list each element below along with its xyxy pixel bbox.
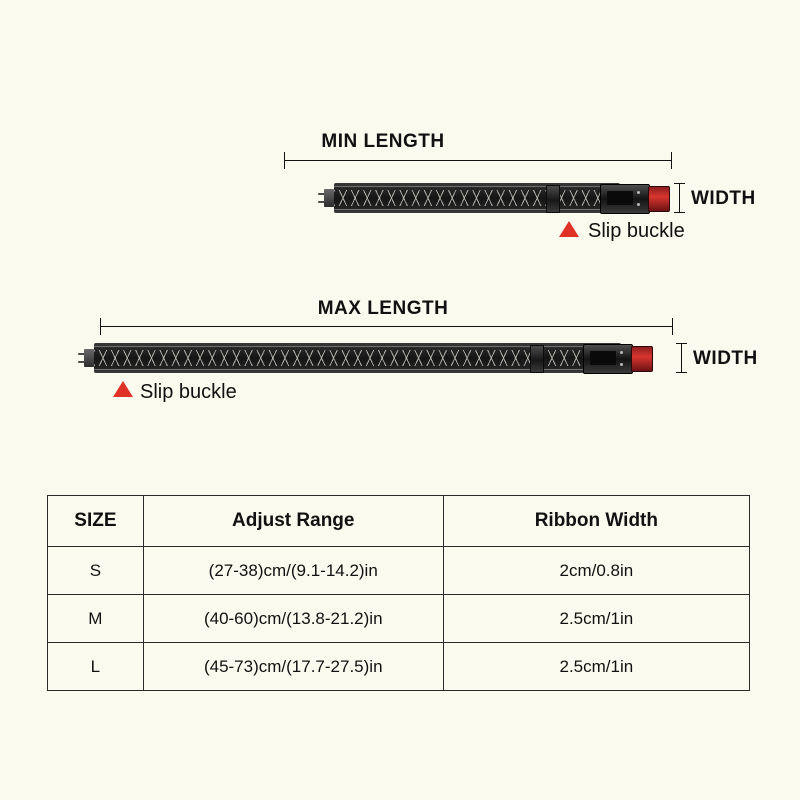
cell-size: S [48, 547, 144, 595]
width-bracket-min-top [674, 183, 685, 184]
metal-tip [84, 349, 94, 367]
cell-size: L [48, 643, 144, 691]
collar-max-length [78, 343, 674, 373]
max-length-cap-right [672, 318, 673, 335]
slip-buckle-keeper [530, 345, 544, 373]
width-bracket-max-bottom [676, 372, 687, 373]
width-bracket-max-vertical [681, 343, 682, 373]
size-table [47, 495, 750, 691]
cell-adjust-range: (40-60)cm/(13.8-21.2)in [143, 595, 443, 643]
buckle-body [583, 344, 633, 374]
cell-ribbon-width: 2.5cm/1in [443, 595, 749, 643]
buckle-release-red [631, 346, 653, 372]
buckle-dot-icon [637, 203, 640, 206]
strap-edge-top [334, 186, 620, 187]
min-length-title: MIN LENGTH [321, 131, 445, 152]
buckle-slot [607, 191, 633, 205]
buckle-dot-icon [637, 191, 640, 194]
max-length-dimension-line [100, 326, 673, 327]
table-header-row [48, 496, 750, 547]
reflective-pattern [334, 190, 620, 207]
table-row [48, 547, 750, 595]
buckle-slot [590, 351, 616, 365]
table-row [48, 595, 750, 643]
cell-ribbon-width: 2.5cm/1in [443, 643, 749, 691]
strap-edge-bottom [334, 209, 620, 210]
width-bracket-min-bottom [674, 212, 685, 213]
metal-tip [324, 189, 334, 207]
min-length-cap-left [284, 152, 285, 169]
min-length-cap-right [671, 152, 672, 169]
slip-buckle-label-min: Slip buckle [588, 220, 685, 242]
buckle-dot-icon [620, 363, 623, 366]
header-size: SIZE [48, 496, 144, 547]
width-bracket-min-vertical [679, 183, 680, 213]
slip-buckle-keeper [546, 185, 560, 213]
width-label-min: WIDTH [691, 188, 756, 209]
slip-buckle-arrow-max-icon [113, 381, 133, 397]
max-length-title: MAX LENGTH [317, 298, 449, 319]
cell-adjust-range: (27-38)cm/(9.1-14.2)in [143, 547, 443, 595]
buckle-body [600, 184, 650, 214]
cell-size: M [48, 595, 144, 643]
min-length-dimension-line [284, 160, 672, 161]
collar-min-length [318, 183, 673, 213]
table-row [48, 643, 750, 691]
slip-buckle-arrow-min-icon [559, 221, 579, 237]
buckle-dot-icon [620, 351, 623, 354]
width-bracket-max-top [676, 343, 687, 344]
header-adjust-range: Adjust Range [143, 496, 443, 547]
cell-adjust-range: (45-73)cm/(17.7-27.5)in [143, 643, 443, 691]
width-label-max: WIDTH [693, 348, 758, 369]
header-ribbon-width: Ribbon Width [443, 496, 749, 547]
max-length-cap-left [100, 318, 101, 335]
buckle-release-red [648, 186, 670, 212]
slip-buckle-label-max: Slip buckle [140, 381, 237, 403]
collar-strap [334, 183, 620, 213]
cell-ribbon-width: 2cm/0.8in [443, 547, 749, 595]
